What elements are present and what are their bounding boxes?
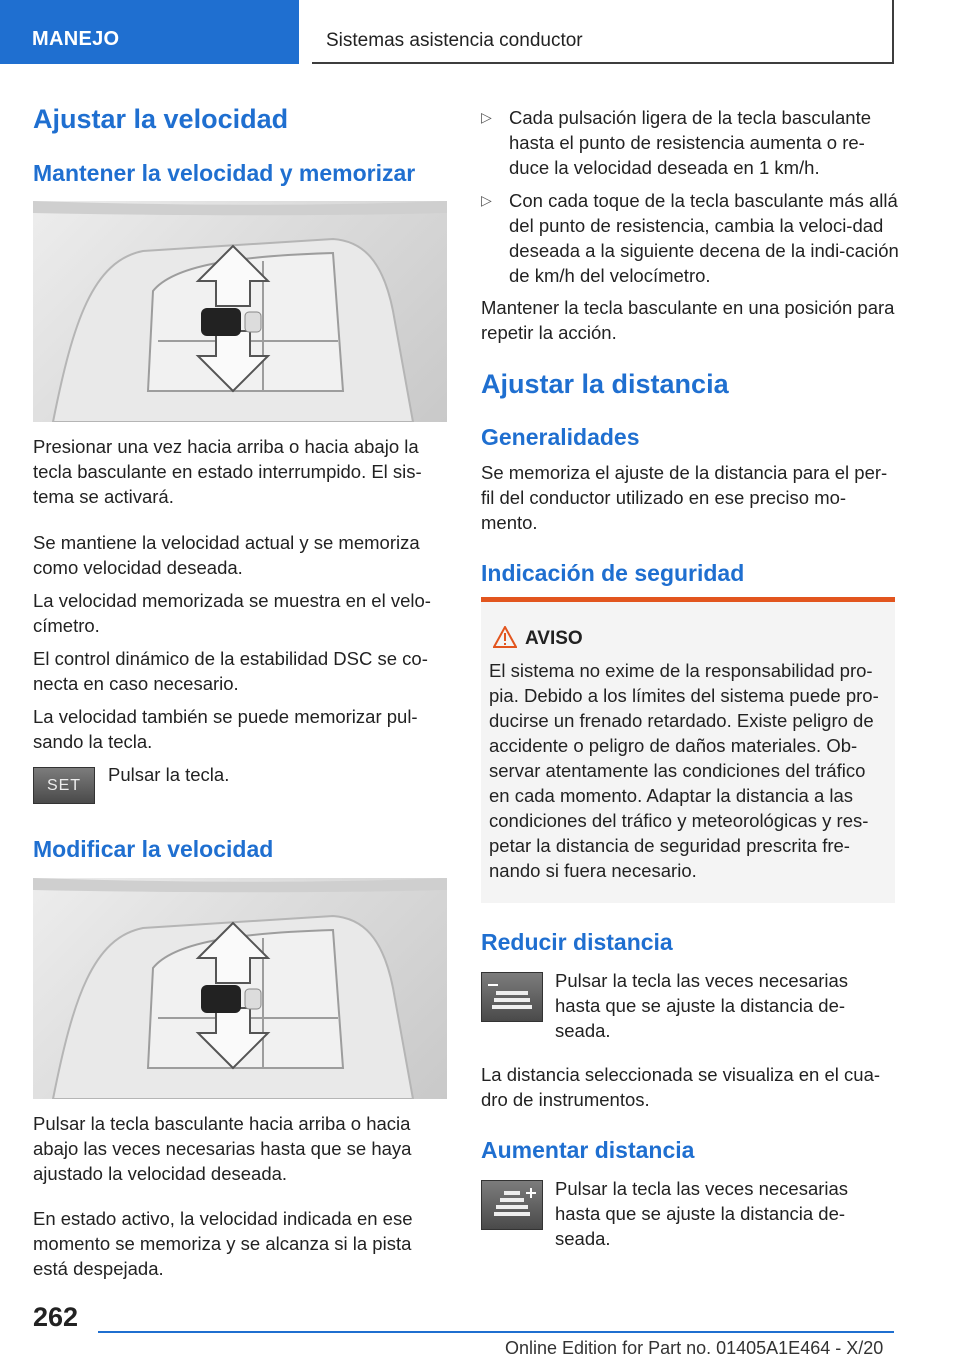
set-instruction: Pulsar la tecla. [108, 764, 230, 785]
bullet-item [481, 188, 899, 288]
set-button-icon: SET [33, 767, 95, 804]
heading-indicacion-seguridad: Indicación de seguridad [481, 560, 745, 586]
paragraph-tambien: La velocidad también se puede memorizar pul-sando la tecla. [33, 706, 418, 752]
reducir-instruction: Pulsar la tecla las veces necesarias hasta que se ajuste la distancia de-seada. [555, 970, 849, 1041]
paragraph-generalidades: Se memoriza el ajuste de la distancia para el per-fil del conductor utilizado en ese preciso mo-mento. [481, 462, 888, 533]
paragraph-memorizada: La velocidad memorizada se muestra en el velo-címetro. [33, 590, 431, 636]
distance-plus-icon [482, 1181, 542, 1229]
paragraph-pulsar-basculante: Pulsar la tecla basculante hacia arriba o hacia abajo las veces necesarias hasta que se haya ajustado la velocidad deseada. [33, 1113, 412, 1184]
heading-ajustar-velocidad: Ajustar la velocidad [33, 104, 289, 134]
footer-edition: Online Edition for Part no. 01405A1E464 - X/20 [505, 1338, 884, 1358]
bullet-text: Con cada toque de la tecla basculante más allá del punto de resistencia, cambia la veloci-dad deseada a la siguiente decena de la indi-cación de km/h del velocímetro. [509, 190, 899, 286]
header-chapter-label: Sistemas asistencia conductor [326, 30, 583, 51]
header-section-tab [0, 0, 299, 64]
paragraph-dsc: El control dinámico de la estabilidad DSC se co-necta en caso necesario. [33, 648, 428, 694]
page-number: 262 [33, 1302, 79, 1332]
triangle-bullet-icon: ▷ [481, 109, 492, 125]
steering-wheel-rocker-photo-2 [33, 878, 447, 1099]
paragraph-estado-activo: En estado activo, la velocidad indicada en ese momento se memoriza y se alcanza si la pista está despejada. [33, 1208, 413, 1279]
triangle-bullet-icon: ▷ [481, 192, 492, 208]
heading-ajustar-distancia: Ajustar la distancia [481, 369, 729, 399]
heading-mantener-velocidad: Mantener la velocidad y memorizar [33, 160, 416, 186]
warning-triangle-icon [493, 626, 517, 648]
heading-reducir-distancia: Reducir distancia [481, 929, 673, 955]
distance-minus-icon [482, 973, 542, 1021]
steering-wheel-rocker-photo-1 [33, 201, 447, 422]
header-section-label: MANEJO [32, 28, 120, 50]
footer-divider [98, 1331, 894, 1333]
paragraph-mantiene: Se mantiene la velocidad actual y se memoriza como velocidad deseada. [33, 532, 420, 578]
heading-generalidades: Generalidades [481, 424, 640, 450]
paragraph-presionar: Presionar una vez hacia arriba o hacia abajo la tecla basculante en estado interrumpido. El sis-tema se activará. [33, 436, 422, 507]
warning-title: AVISO [525, 628, 583, 649]
reduce-distance-button-icon [481, 972, 543, 1022]
bullet-text: Cada pulsación ligera de la tecla basculante hasta el punto de resistencia aumenta o re-duce la velocidad deseada en 1 km/h. [509, 107, 872, 178]
steering-wheel-illustration [33, 201, 447, 422]
paragraph-distancia-visualiza: La distancia seleccionada se visualiza en el cua-dro de instrumentos. [481, 1064, 881, 1110]
warning-box [481, 597, 895, 903]
increase-distance-button-icon [481, 1180, 543, 1230]
paragraph-mantener-tecla: Mantener la tecla basculante en una posición para repetir la acción. [481, 297, 895, 343]
steering-wheel-illustration-2 [33, 878, 447, 1099]
heading-aumentar-distancia: Aumentar distancia [481, 1137, 695, 1163]
warning-text: El sistema no exime de la responsabilidad pro-pia. Debido a los límites del sistema puede pro-ducirse un frenado retardado. Existe peligro de accidente o peligro de daños materiales. Ob-servar atentamente las condiciones del tráfico en cada momento. Adaptar la distancia a las condiciones del tráfico y meteorológicas y res-petar la distancia de seguridad prescrita fre-nando si fuera necesario. [489, 660, 879, 881]
header-chapter-box [312, 0, 894, 64]
aumentar-instruction: Pulsar la tecla las veces necesarias hasta que se ajuste la distancia de-seada. [555, 1178, 849, 1249]
bullet-item [481, 105, 895, 180]
heading-modificar-velocidad: Modificar la velocidad [33, 836, 274, 862]
